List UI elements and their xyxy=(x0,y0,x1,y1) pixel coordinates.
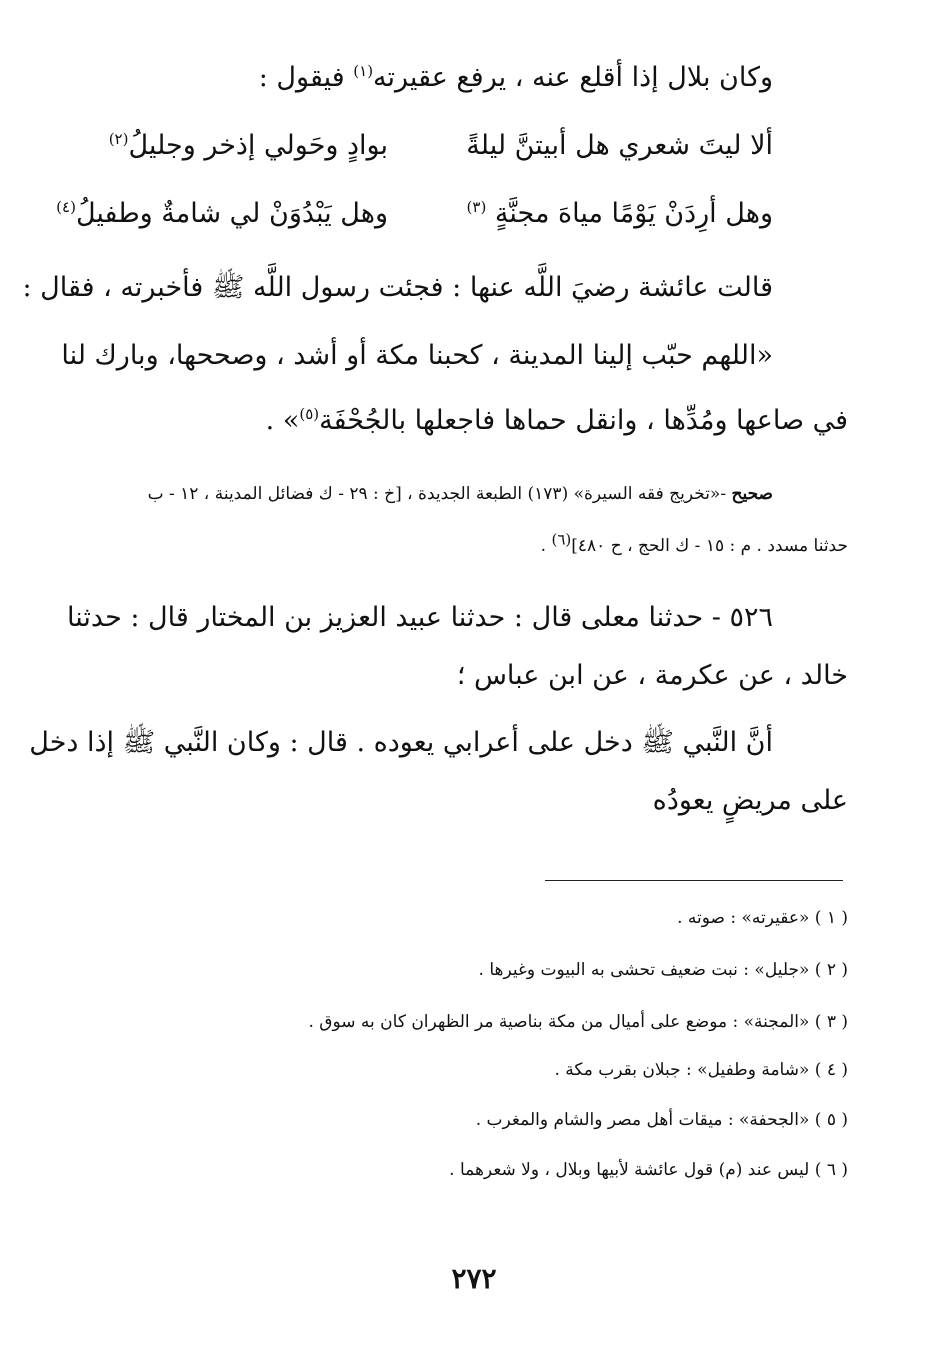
takhrij-line-2: حدثنا مسدد . م : ١٥ - ك الحج ، ح ٤٨٠](٦) . xyxy=(540,530,848,556)
paragraph-1-line: وكان بلال إذا أقلع عنه ، يرفع عقيرته$^{(١)}$ فيقول : xyxy=(258,62,773,93)
grade-label: صحيح xyxy=(731,484,773,504)
hadith-526-line-3: أنَّ النَّبي ﷺ دخل على أعرابي يعوده . قال : وكان النَّبي ﷺ إذا دخل xyxy=(29,727,773,758)
footnote-ref-1: (١) xyxy=(353,62,374,80)
page-number: ٢٧٢ xyxy=(451,1262,497,1295)
footnote-2: ( ٢ ) «جليل» : نبت ضعيف تحشى به البيوت وغيرها . xyxy=(478,960,848,980)
dua-line-1: «اللهم حبّب إلينا المدينة ، كحبنا مكة أو أشد ، وصححها، وبارك لنا xyxy=(61,340,773,371)
poem-line-2-right: وهل أرِدَنْ يَوْمًا مياهَ مجنَّةٍ $^{(٣)}$ xyxy=(466,198,773,229)
hadith-526-line-4: على مريضٍ يعودُه xyxy=(652,785,848,816)
takhrij-line-1: صحيح -«تخريج فقه السيرة» (١٧٣) الطبعة الجديدة ، [خ : ٢٩ - ك فضائل المدينة ، ١٢ - ب xyxy=(147,484,773,504)
footnote-separator xyxy=(545,880,843,881)
footnote-4: ( ٤ ) «شامة وطفيل» : جبلان بقرب مكة . xyxy=(554,1060,848,1080)
paragraph-2-line: قالت عائشة رضيَ اللَّه عنها : فجئت رسول اللَّه ﷺ فأخبرته ، فقال : xyxy=(22,272,773,303)
footnote-3: ( ٣ ) «المجنة» : موضع على أميال من مكة بناصية مر الظهران كان به سوق . xyxy=(308,1012,848,1032)
footnote-ref-2: (٢) xyxy=(108,130,129,148)
footnote-ref-5: (٥) xyxy=(299,405,320,423)
footnote-1: ( ١ ) «عقيرته» : صوته . xyxy=(677,908,848,928)
hadith-526-line-2: خالد ، عن عكرمة ، عن ابن عباس ؛ xyxy=(456,660,848,691)
poem-line-1-right: ألا ليتَ شعري هل أبيتنَّ ليلةً xyxy=(466,130,773,161)
hadith-526-line-1: ٥٢٦ - حدثنا معلى قال : حدثنا عبيد العزيز بن المختار قال : حدثنا xyxy=(67,602,773,633)
poem-line-2-left: وهل يَبْدُوَنْ لي شامةٌ وطفيلُ$^{(٤)}$ xyxy=(56,198,388,229)
footnote-ref-3: (٣) xyxy=(466,198,487,216)
footnote-5: ( ٥ ) «الجحفة» : ميقات أهل مصر والشام والمغرب . xyxy=(475,1110,848,1130)
dua-line-2: في صاعها ومُدِّها ، وانقل حماها فاجعلها بالجُحْفَة$^{(٥)}$» . xyxy=(265,405,848,436)
footnote-ref-4: (٤) xyxy=(56,198,76,216)
footnote-ref-6: (٦) xyxy=(551,530,572,549)
footnote-6: ( ٦ ) ليس عند (م) قول عائشة لأبيها وبلال ، ولا شعرهما . xyxy=(449,1160,848,1180)
poem-line-1-left: بوادٍ وحَولي إذخر وجليلُ$^{(٢)}$ xyxy=(108,130,388,161)
